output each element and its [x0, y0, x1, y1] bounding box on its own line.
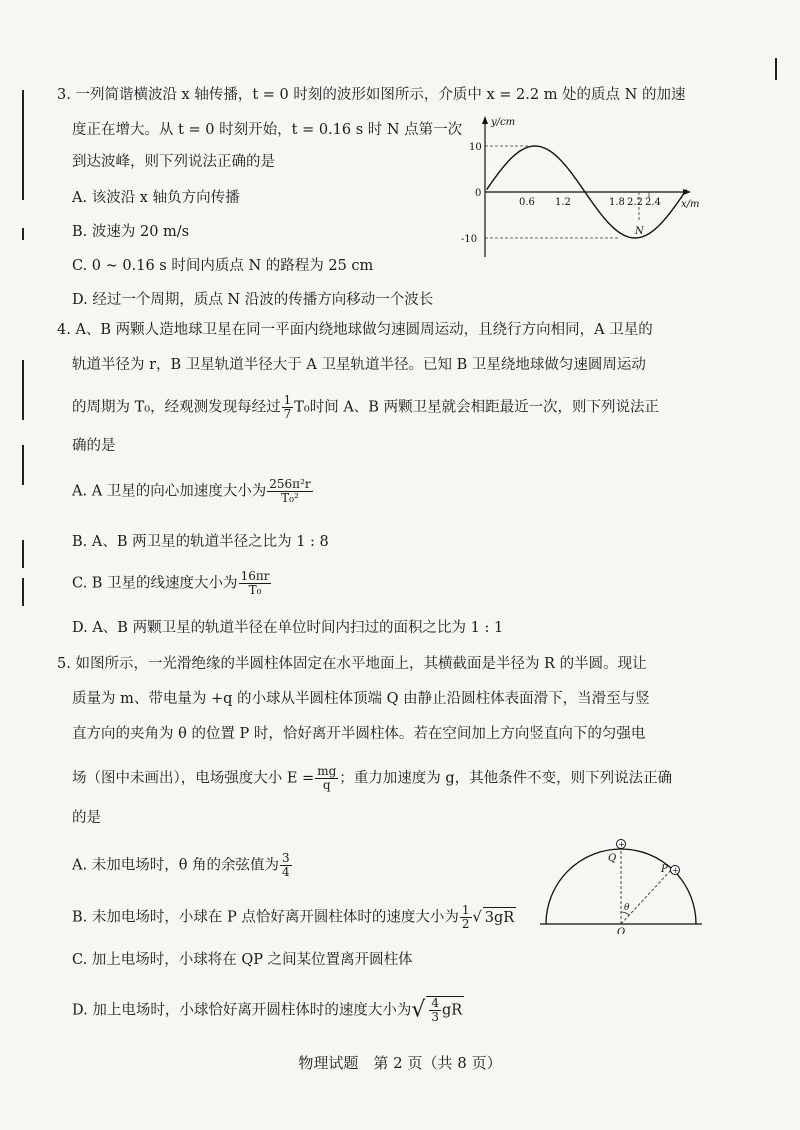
- q4-stem-line-4: 确的是: [72, 438, 116, 454]
- q4-option-d: D. A、B 两颗卫星的轨道半径在单位时间内扫过的面积之比为 1 : 1: [72, 620, 504, 636]
- q5-option-b-text: B. 未加电场时，小球在 P 点恰好离开圆柱体时的速度大小为: [72, 909, 459, 926]
- q5-stem-line-3: 直方向的夹角为 θ 的位置 P 时，恰好离开半圆柱体。若在空间加上方向竖直向下的匀强电: [72, 726, 646, 742]
- label-p: P: [661, 864, 668, 875]
- sqrt-symbol: √: [411, 997, 426, 1023]
- q5-option-c: C. 加上电场时，小球将在 QP 之间某位置离开圆柱体: [72, 952, 413, 968]
- q4-option-a: [72, 478, 314, 505]
- binding-mark: [775, 58, 777, 80]
- x-tick-2.2: 2.2: [627, 197, 643, 208]
- field-strength-fraction: [315, 765, 338, 792]
- q5-option-d-text: D. 加上电场时，小球恰好离开圆柱体时的速度大小为: [72, 1002, 412, 1019]
- q3-stem-line-2: 度正在增大。从 t = 0 时刻开始，t = 0.16 s 时 N 点第一次: [72, 122, 463, 138]
- q4-option-c: [72, 570, 272, 597]
- y-tick-10: 10: [469, 142, 482, 153]
- radius-op: [621, 869, 672, 924]
- fraction-denominator: 4: [282, 865, 290, 879]
- q3-option-b: B. 波速为 20 m/s: [72, 224, 190, 240]
- q4-line3-pre: 的周期为 T₀，经观测发现每经过: [72, 399, 281, 416]
- q5-option-a-text: A. 未加电场时，θ 角的余弦值为: [72, 857, 280, 874]
- x-tick-1.2: 1.2: [555, 197, 571, 208]
- q5-stem-line-4: [72, 765, 672, 792]
- label-theta: θ: [624, 903, 630, 913]
- q5-stem-line-5: 的是: [72, 810, 101, 826]
- q5-option-d-fraction: [429, 997, 441, 1024]
- q4-option-c-text: C. B 卫星的线速度大小为: [72, 575, 238, 592]
- sqrt-radicand: 3gR: [483, 907, 516, 928]
- q5-option-a: [72, 852, 293, 879]
- q3-option-c: C. 0 ~ 0.16 s 时间内质点 N 的路程为 25 cm: [72, 258, 374, 274]
- q4-option-b: B. A、B 两卫星的轨道半径之比为 1 : 8: [72, 534, 329, 550]
- q5-line4-post: ；重力加速度为 g，其他条件不变，则下列说法正确: [339, 770, 673, 787]
- semicircle-figure: [538, 838, 708, 934]
- y-tick-neg10: -10: [461, 234, 478, 245]
- fraction-denominator: q: [322, 778, 331, 792]
- q5-option-d: [72, 996, 464, 1024]
- x-axis-label: x/m: [681, 199, 700, 210]
- binding-mark: [22, 540, 24, 568]
- binding-mark: [22, 90, 24, 200]
- fraction-denominator: 2: [461, 917, 470, 931]
- y-axis-arrow: [482, 116, 488, 124]
- fraction-numerator: 16πr: [240, 569, 270, 583]
- point-n-label: N: [635, 226, 644, 237]
- fraction-numerator: 1: [283, 393, 292, 407]
- fraction-one-seventh: [282, 394, 294, 421]
- fraction-denominator: T₀²: [281, 491, 299, 505]
- y-axis-label: y/cm: [491, 117, 516, 128]
- binding-mark: [22, 360, 24, 420]
- wave-figure: [455, 112, 705, 262]
- q5-option-b: [72, 904, 516, 931]
- q3-option-d: D. 经过一个周期，质点 N 沿波的传播方向移动一个波长: [72, 292, 434, 308]
- q4-option-c-fraction: [239, 570, 272, 597]
- binding-mark: [22, 445, 24, 485]
- binding-mark: [22, 228, 24, 240]
- fraction-denominator: 7: [283, 407, 292, 421]
- ball-p-charge: +: [672, 866, 679, 875]
- q5-stem-line-2: 质量为 m、带电量为 +q 的小球从半圆柱体顶端 Q 由静止沿圆柱体表面滑下，当滑至与竖: [72, 691, 650, 707]
- fraction-numerator: 256π²r: [269, 477, 311, 491]
- x-tick-2.4: 2.4: [645, 197, 661, 208]
- q3-stem-line-1: 3. 一列简谐横波沿 x 轴传播，t = 0 时刻的波形如图所示，介质中 x = 2.2 m 处的质点 N 的加速: [57, 87, 686, 103]
- q4-option-a-fraction: [267, 478, 312, 505]
- q5-option-b-fraction: [460, 904, 472, 931]
- sqrt-radicand: [426, 996, 464, 1024]
- label-o: O: [617, 927, 626, 934]
- q4-stem-line-2: 轨道半径为 r，B 卫星轨道半径大于 A 卫星轨道半径。已知 B 卫星绕地球做匀速圆周运动: [72, 357, 646, 373]
- fraction-numerator: mg: [317, 764, 337, 778]
- q5-option-a-fraction: [280, 852, 292, 879]
- ball-q-charge: +: [618, 840, 625, 849]
- fraction-numerator: 3: [282, 851, 290, 865]
- q4-option-a-text: A. A 卫星的向心加速度大小为: [72, 483, 267, 500]
- q5-line4-pre: 场（图中未画出），电场强度大小 E =: [72, 770, 315, 787]
- q4-stem-line-3: [72, 394, 659, 421]
- page-footer: 物理试题 第 2 页（共 8 页）: [298, 1054, 502, 1072]
- q3-stem-line-3: 到达波峰，则下列说法正确的是: [72, 154, 275, 170]
- q5-stem-line-1: 5. 如图所示，一光滑绝缘的半圆柱体固定在水平地面上，其横截面是半径为 R 的半圆。现让: [57, 656, 647, 672]
- x-tick-0.6: 0.6: [519, 197, 535, 208]
- fraction-numerator: 1: [461, 903, 470, 917]
- fraction-denominator: 3: [431, 1010, 439, 1024]
- x-tick-1.8: 1.8: [609, 197, 625, 208]
- sqrt-tail: gR: [442, 1002, 463, 1019]
- binding-mark: [22, 578, 24, 606]
- q4-stem-line-1: 4. A、B 两颗人造地球卫星在同一平面内绕地球做匀速圆周运动，且绕行方向相同，A 卫星的: [57, 322, 653, 338]
- fraction-numerator: 4: [431, 996, 439, 1010]
- sqrt-symbol: √: [472, 909, 482, 926]
- q3-option-a: A. 该波沿 x 轴负方向传播: [72, 190, 240, 206]
- fraction-denominator: T₀: [248, 583, 262, 597]
- q4-line3-post: T₀时间 A、B 两颗卫星就会相距最近一次，则下列说法正: [294, 399, 660, 416]
- label-q: Q: [608, 853, 617, 864]
- origin-label: 0: [475, 188, 482, 199]
